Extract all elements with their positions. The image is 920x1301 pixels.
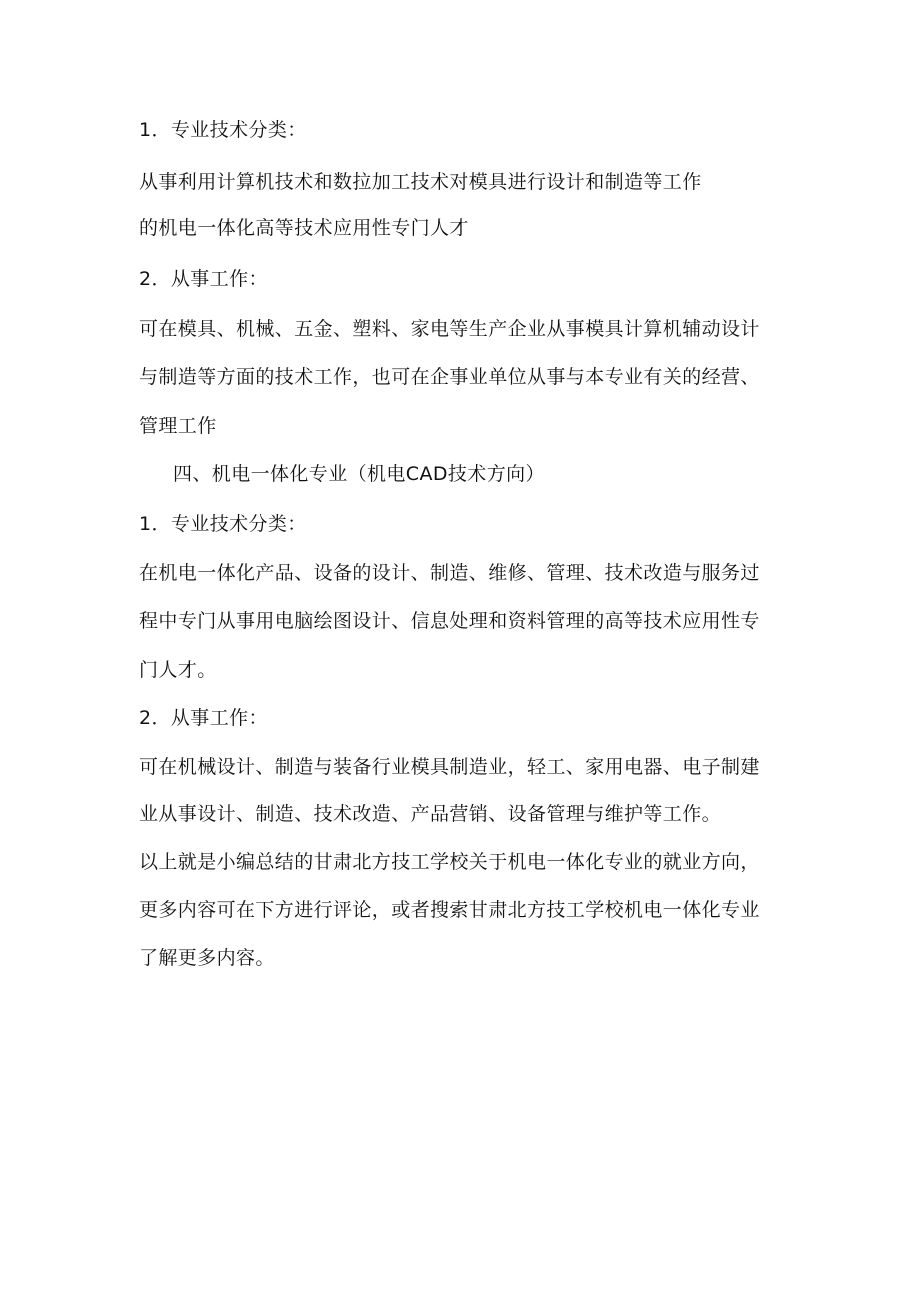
paragraph-line: 的机电一体化高等技术应用性专门人才 xyxy=(139,217,469,239)
paragraph-line: 管理工作 xyxy=(139,415,217,437)
section-heading-work: 2．从事工作： xyxy=(139,268,268,290)
section-heading-specialty-classification: 1．专业技术分类： xyxy=(139,119,307,141)
paragraph-line: 与制造等方面的技术工作，也可在企事业单位从事与本专业有关的经营、 xyxy=(139,366,760,388)
paragraph-line: 更多内容可在下方进行评论，或者搜索甘肃北方技工学校机电一体化专业 xyxy=(139,899,760,921)
chapter-heading: 四、机电一体化专业（机电CAD技术方向） xyxy=(173,463,545,485)
section-heading-specialty-classification: 1．专业技术分类： xyxy=(139,513,307,535)
paragraph-line: 可在模具、机械、五金、塑料、家电等生产企业从事模具计算机辅动设计 xyxy=(139,318,760,340)
paragraph-line: 以上就是小编总结的甘肃北方技工学校关于机电一体化专业的就业方向， xyxy=(139,851,760,873)
paragraph-line: 业从事设计、制造、技术改造、产品营销、设备管理与维护等工作。 xyxy=(139,803,722,825)
paragraph-line: 从事利用计算机技术和数拉加工技术对模具进行设计和制造等工作 xyxy=(139,171,702,193)
paragraph-line: 门人才。 xyxy=(139,659,217,681)
paragraph-line: 了解更多内容。 xyxy=(139,947,275,969)
paragraph-line: 程中专门从事用电脑绘图设计、信息处理和资料管理的高等技术应用性专 xyxy=(139,610,760,632)
paragraph-line: 可在机械设计、制造与装备行业模具制造业，轻工、家用电器、电子制建 xyxy=(139,756,760,778)
paragraph-line: 在机电一体化产品、设备的设计、制造、维修、管理、技术改造与服务过 xyxy=(139,562,760,584)
section-heading-work: 2．从事工作： xyxy=(139,707,268,729)
